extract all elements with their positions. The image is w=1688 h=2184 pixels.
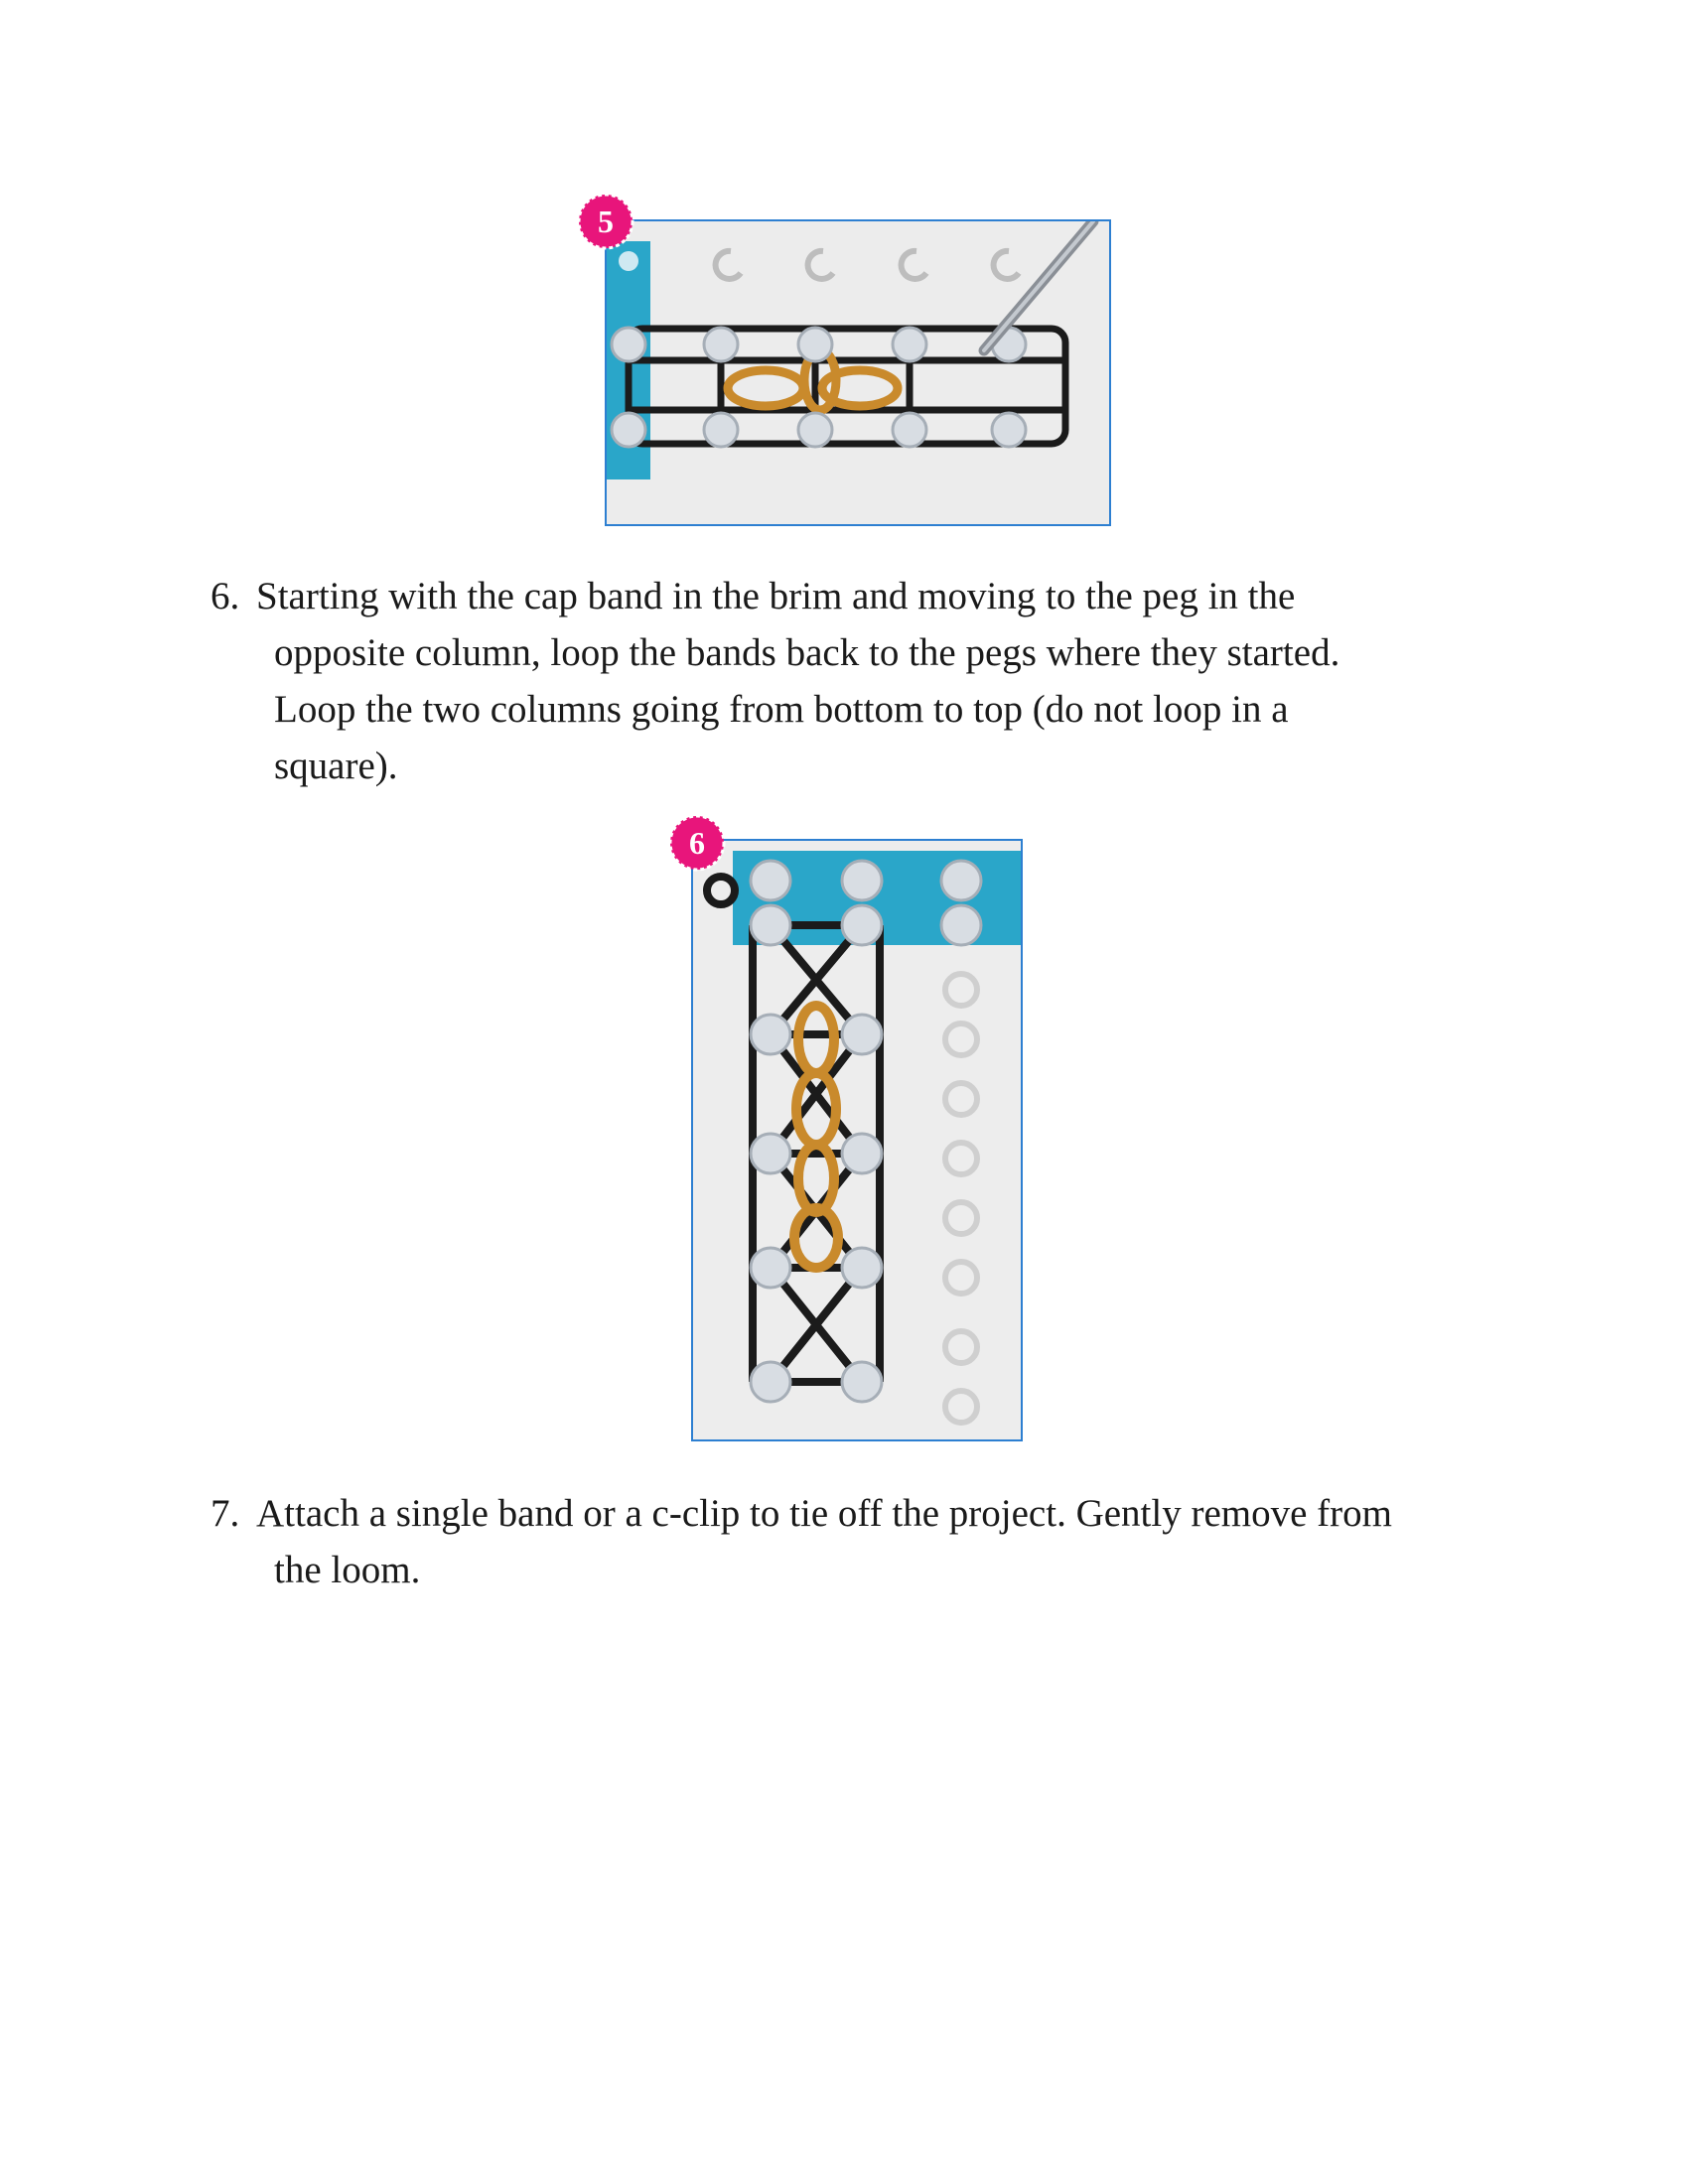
step-line: opposite column, loop the bands back to the pegs where they started. [274, 631, 1340, 674]
step-6-badge [668, 814, 726, 872]
step-line: Attach a single band or a c-clip to tie off the project. Gently remove from [256, 1492, 1392, 1535]
step-line: the loom. [274, 1549, 421, 1591]
step-number: 7. [211, 1492, 240, 1535]
loom-photo-step-6 [691, 839, 1023, 1441]
step-line: Loop the two columns going from bottom to top (do not loop in a [274, 688, 1289, 731]
loom-illustration-icon [693, 841, 1021, 1439]
step-5-badge-label: 5 [598, 204, 614, 239]
step-6-badge-label: 6 [689, 825, 705, 861]
step-line: Starting with the cap band in the brim and moving to the peg in the [256, 575, 1296, 617]
loom-photo-step-5 [605, 219, 1111, 526]
step-number: 6. [211, 575, 240, 617]
step-line: square). [274, 745, 398, 787]
instruction-step-6 [211, 568, 1501, 794]
step-5-badge [577, 193, 634, 250]
loom-illustration-icon [607, 221, 1109, 524]
instruction-step-7 [211, 1485, 1501, 1598]
